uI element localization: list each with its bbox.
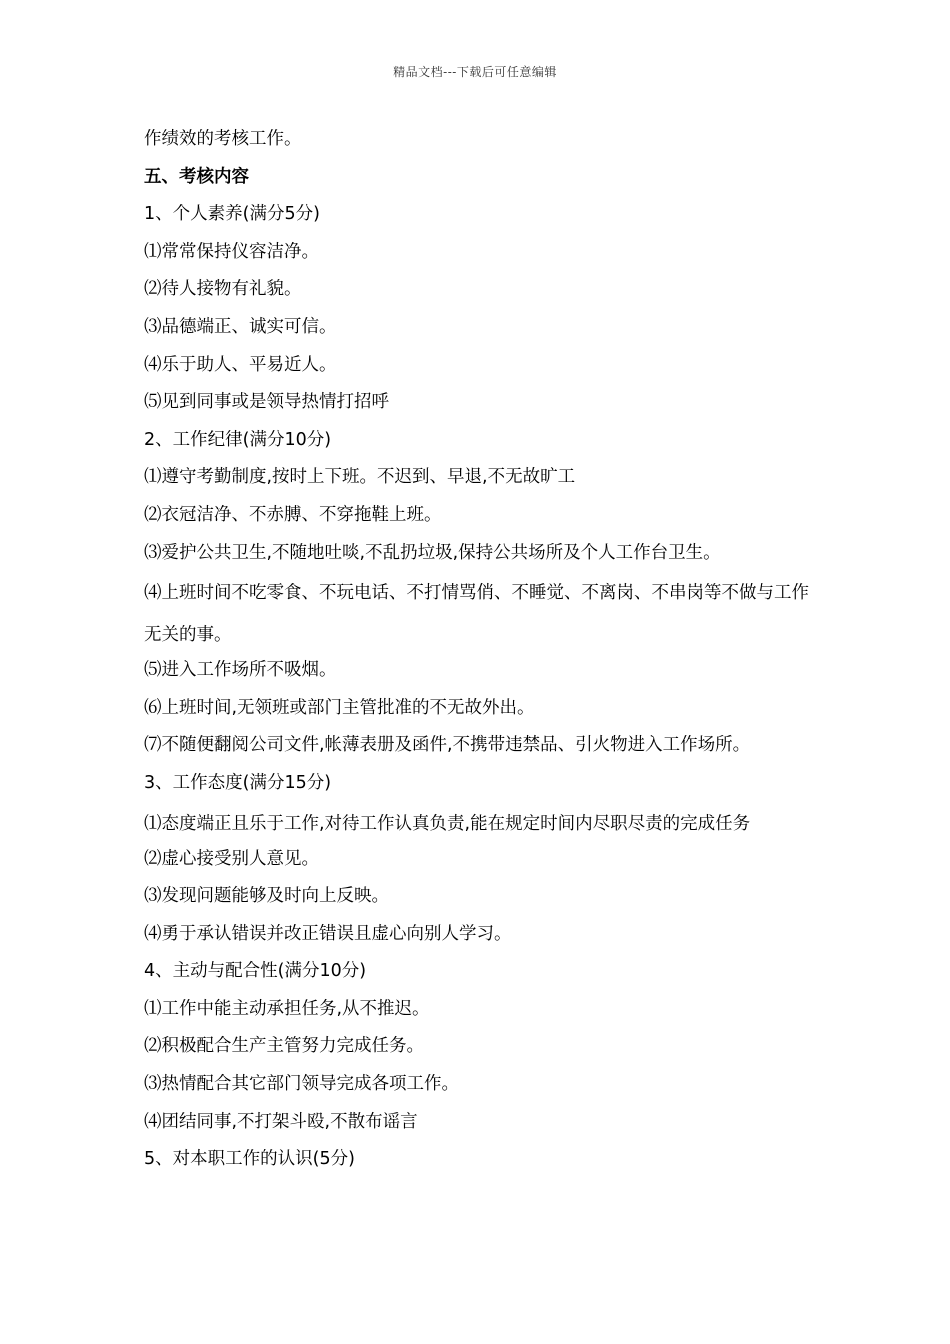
list-item: ⑷乐于助人、平易近人。 [144,354,337,375]
list-item: ⑸见到同事或是领导热情打招呼 [144,392,389,413]
list-item: ⑶爱护公共卫生,不随地吐啖,不乱扔垃圾,保持公共场所及个人工作台卫生。 [144,542,721,563]
list-item: ⑶品德端正、诚实可信。 [144,316,337,337]
page-header: 精品文档---下载后可任意编辑 [393,65,557,79]
subsection-heading: 4、主动与配合性(满分10分) [144,961,367,982]
document-body [144,121,824,1179]
list-item: ⑶热情配合其它部门领导完成各项工作。 [144,1074,459,1095]
list-item: ⑷团结同事,不打架斗殴,不散布谣言 [144,1111,418,1132]
section-heading: 五、考核内容 [144,166,249,187]
subsection-heading: 3、工作态度(满分15分) [144,772,332,793]
subsection-heading: 5、对本职工作的认识(5分) [144,1149,355,1170]
list-item: ⑶发现问题能够及时向上反映。 [144,886,389,907]
list-item: ⑷勇于承认错误并改正错误且虚心向别人学习。 [144,923,512,944]
list-item: ⑵积极配合生产主管努力完成任务。 [144,1036,424,1057]
list-item: ⑴工作中能主动承担任务,从不推迟。 [144,998,430,1019]
list-item: ⑵待人接物有礼貌。 [144,279,302,300]
subsection-heading: 1、个人素养(满分5分) [144,204,320,225]
list-item: ⑹上班时间,无领班或部门主管批准的不无故外出。 [144,697,535,718]
list-item: ⑴常常保持仪容洁净。 [144,241,319,262]
list-item: ⑺不随便翻阅公司文件,帐薄表册及函件,不携带违禁品、引火物进入工作场所。 [144,735,751,756]
subsection-heading: 2、工作纪律(满分10分) [144,429,332,450]
list-item: ⑴遵守考勤制度,按时上下班。不迟到、早退,不无故旷工 [144,467,576,488]
list-item: ⑸进入工作场所不吸烟。 [144,660,337,681]
paragraph-line: 作绩效的考核工作。 [144,129,302,149]
list-item: ⑷上班时间不吃零食、不玩电话、不打情骂俏、不睡觉、不离岗、不串岗等不做与工作无关的事。 [144,583,809,646]
list-item: ⑵虚心接受别人意见。 [144,848,319,869]
list-item: ⑴态度端正且乐于工作,对待工作认真负责,能在规定时间内尽职尽责的完成任务 [144,813,751,834]
list-item: ⑵衣冠洁净、不赤膊、不穿拖鞋上班。 [144,504,442,525]
